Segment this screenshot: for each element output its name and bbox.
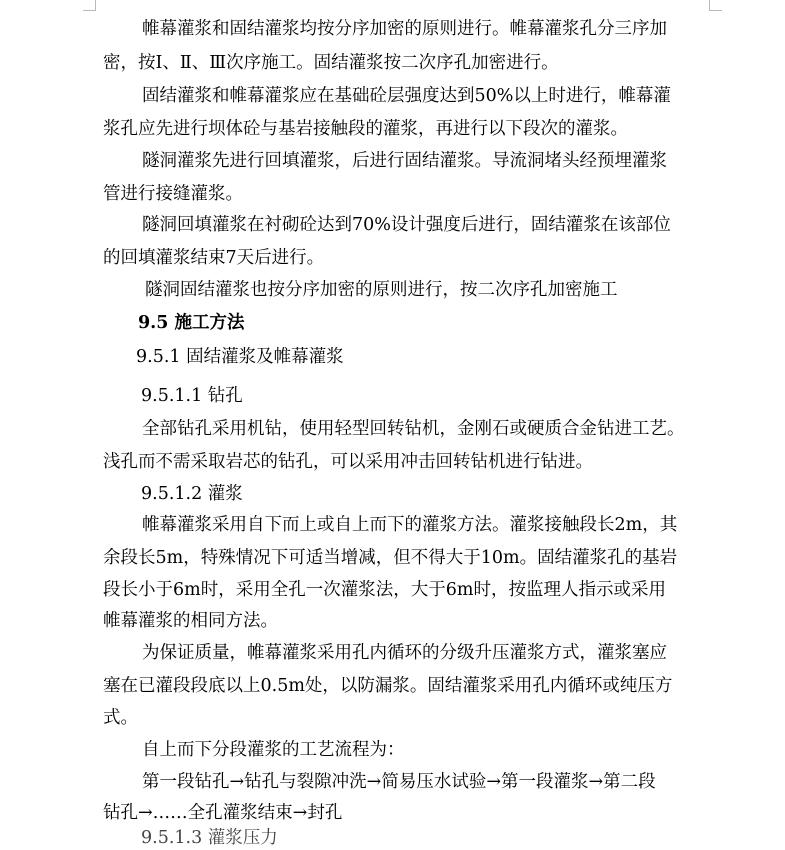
paragraph-line: 帷幕灌浆的相同方法。 [103,611,278,631]
section-heading: 9.5 施工方法 [138,313,245,333]
paragraph-line: 管进行接缝灌浆。 [103,184,243,204]
crop-mark-top-left [83,0,96,11]
paragraph-line: 全部钻孔采用机钻，使用轻型回转钻机，金刚石或硬质合金钻进工艺。 [142,419,685,439]
subsubsection-heading: 9.5.1.1 钻孔 [141,386,243,406]
paragraph-line: 帷幕灌浆采用自下而上或自上而下的灌浆方法。灌浆接触段长2m，其 [142,515,678,535]
paragraph-line: 为保证质量，帷幕灌浆采用孔内循环的分级升压灌浆方式，灌浆塞应 [142,643,667,663]
paragraph-line: 隧洞回填灌浆在衬砌砼达到70%设计强度后进行，固结灌浆在该部位 [142,215,671,235]
subsubsection-heading-cut-off: 9.5.1.3 灌浆压力 [141,828,278,848]
paragraph-line: 密，按Ⅰ、Ⅱ、Ⅲ次序施工。固结灌浆按二次序孔加密进行。 [103,53,559,73]
paragraph-line: 段长小于6m时，采用全孔一次灌浆法，大于6m时，按监理人指示或采用 [103,580,666,600]
paragraph-line: 浅孔而不需采取岩芯的钻孔，可以采用冲击回转钻机进行钻进。 [103,452,593,472]
paragraph-line: 式。 [103,708,138,728]
subsection-heading: 9.5.1 固结灌浆及帷幕灌浆 [136,347,344,367]
subsubsection-heading: 9.5.1.2 灌浆 [141,484,243,504]
paragraph-line: 帷幕灌浆和固结灌浆均按分序加密的原则进行。帷幕灌浆孔分三序加 [142,19,667,39]
paragraph-line: 隧洞灌浆先进行回填灌浆，后进行固结灌浆。导流洞堵头经预埋灌浆 [142,151,667,171]
paragraph-line: 余段长5m，特殊情况下可适当增减，但不得大于10m。固结灌浆孔的基岩 [103,548,678,568]
paragraph-line: 浆孔应先进行坝体砼与基岩接触段的灌浆，再进行以下段次的灌浆。 [103,119,628,139]
crop-mark-top-right [709,0,722,11]
paragraph-line: 自上而下分段灌浆的工艺流程为： [142,740,405,760]
paragraph-line: 隧洞固结灌浆也按分序加密的原则进行，按二次序孔加密施工 [145,280,618,300]
paragraph-line: 的回填灌浆结束7天后进行。 [103,248,325,268]
paragraph-line: 钻孔→……全孔灌浆结束→封孔 [103,803,343,823]
paragraph-line: 第一段钻孔→钻孔与裂隙冲洗→简易压水试验→第一段灌浆→第二段 [142,772,656,792]
paragraph-line: 塞在已灌段段底以上0.5m处，以防漏浆。固结灌浆采用孔内循环或纯压方 [103,676,673,696]
paragraph-line: 固结灌浆和帷幕灌浆应在基础砼层强度达到50%以上时进行，帷幕灌 [142,86,671,106]
